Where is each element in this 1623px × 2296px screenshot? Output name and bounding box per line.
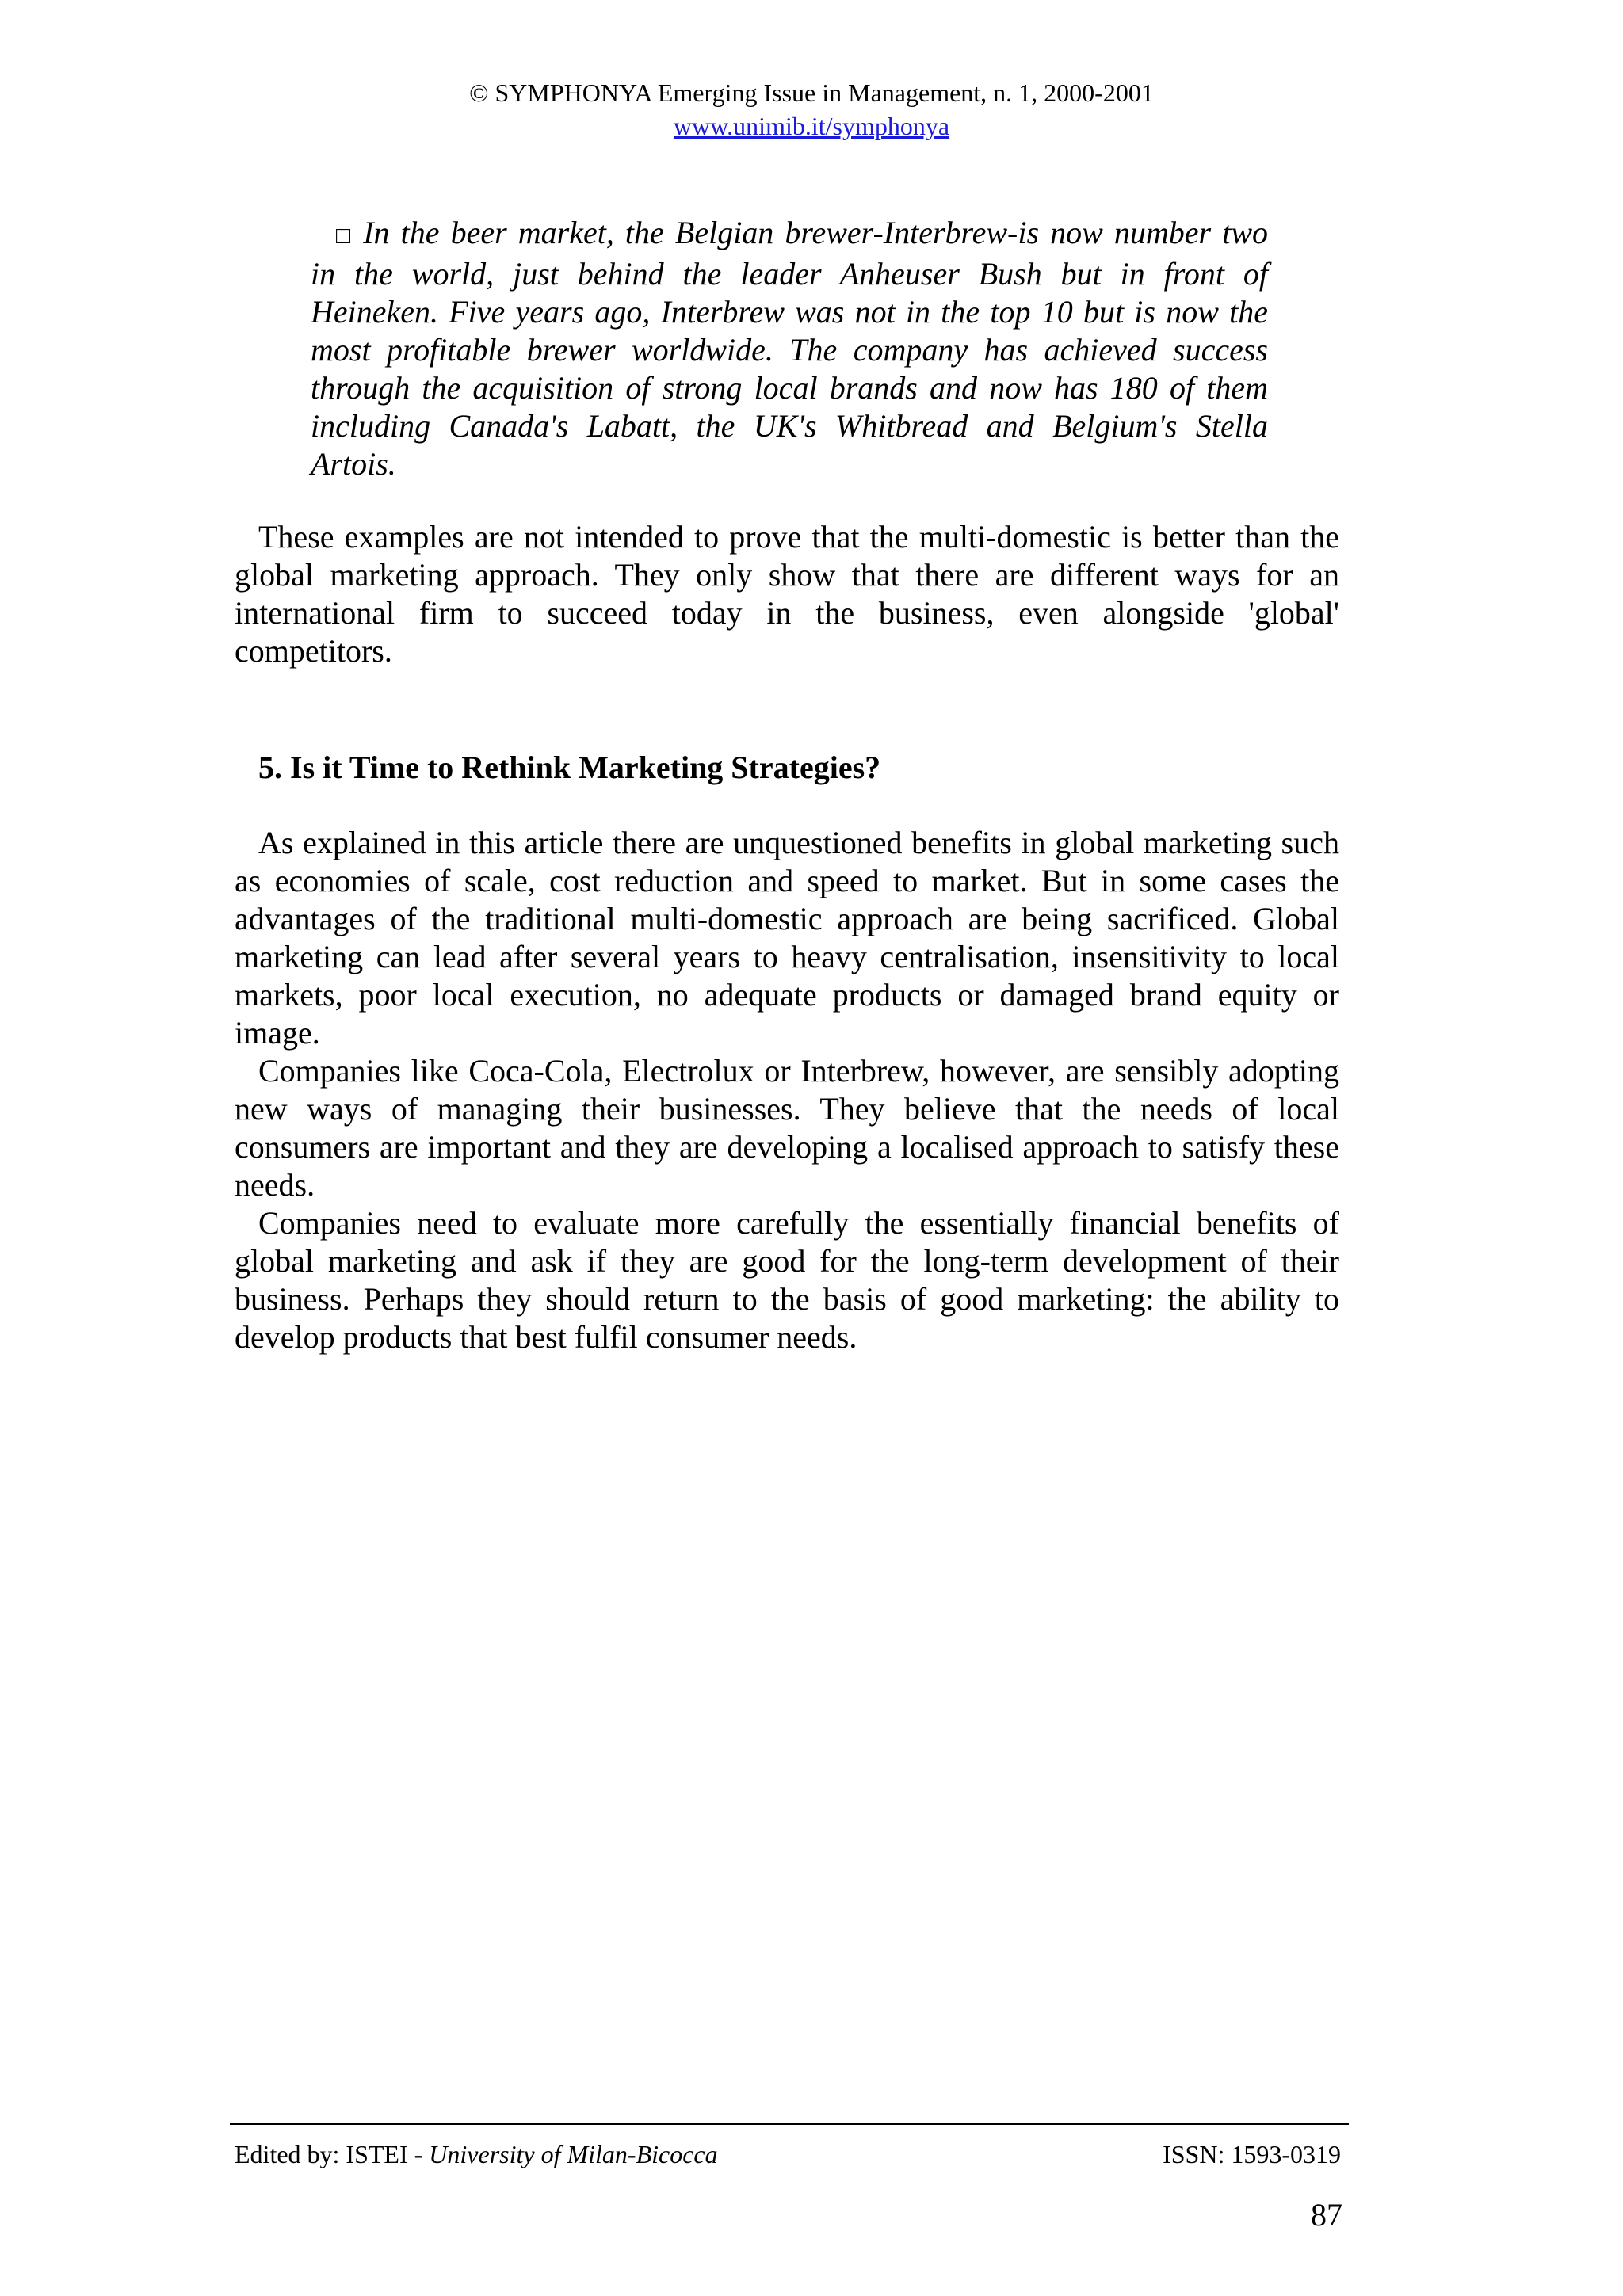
journal-line: © SYMPHONYA Emerging Issue in Management, n. 1, 2000-2001 bbox=[469, 78, 1154, 107]
footer-edited-by: Edited by: ISTEI - bbox=[235, 2140, 430, 2168]
section-heading: 5. Is it Time to Rethink Marketing Strategies? bbox=[258, 749, 881, 785]
footer-divider bbox=[230, 2123, 1349, 2125]
intro-paragraph-block bbox=[235, 518, 1339, 670]
bullet-item-interbrew bbox=[311, 214, 1268, 483]
footer-editor bbox=[235, 2138, 718, 2171]
intro-paragraph: These examples are not intended to prove that the multi-domestic is better than the global marketing approach. They only show that there are different ways for an international firm to succeed today in the business, even alongside 'global' competitors. bbox=[235, 519, 1339, 669]
section-paragraph-1: As explained in this article there are unquestioned benefits in global marketing such as economies of scale, cost reduction and speed to market. But in some cases the advantages of the traditional multi-domestic approach are being sacrificed. Global marketing can lead after several years to heavy centralisation, insensitivity to local markets, poor local execution, no adequate products or damaged brand equity or image. bbox=[235, 825, 1339, 1051]
footer-university: University of Milan-Bicocca bbox=[429, 2140, 718, 2168]
square-bullet-icon: □ bbox=[336, 223, 354, 249]
bullet-text: In the beer market, the Belgian brewer-Interbrew-is now number two in the world, just behind the leader Anheuser Bush but in front of Heineken. Five years ago, Interbrew was not in the top 10 but is now the most profitable brewer worldwide. The company has achieved success through the acquisition of strong local brands and now has 180 of them including Canada's Labatt, the UK's Whitbread and Belgium's Stella Artois. bbox=[311, 215, 1268, 482]
page-header bbox=[0, 76, 1623, 143]
section-paragraph-2: Companies like Coca-Cola, Electrolux or Interbrew, however, are sensibly adopting new ways of managing their businesses. They believe that the needs of local consumers are important and they are developing a localised approach to satisfy these needs. bbox=[235, 1053, 1339, 1203]
page-number: 87 bbox=[1311, 2197, 1342, 2233]
footer-issn: ISSN: 1593-0319 bbox=[1163, 2140, 1341, 2168]
section-paragraph-3: Companies need to evaluate more carefully the essentially financial benefits of global marketing and ask if they are good for the long-term development of their business. Perhaps they should return to the basis of good marketing: the ability to develop products that best fulfil consumer needs. bbox=[235, 1205, 1339, 1355]
section-body bbox=[235, 824, 1339, 1356]
journal-url-link[interactable]: www.unimib.it/symphonya bbox=[673, 112, 950, 140]
